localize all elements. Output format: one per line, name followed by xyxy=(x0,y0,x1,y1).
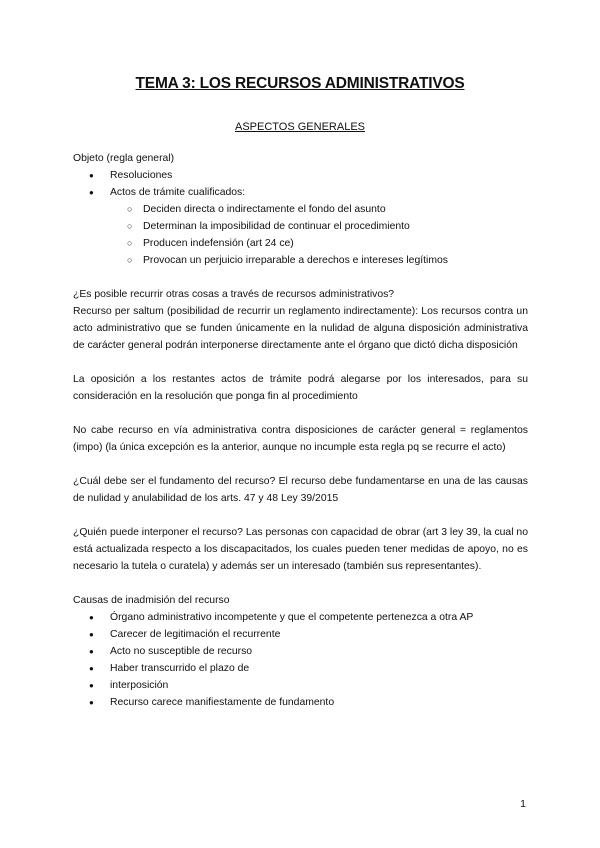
question-paragraph: ¿Es posible recurrir otras cosas a través de recursos administrativos? xyxy=(73,289,395,300)
page-number: 1 xyxy=(520,798,526,810)
cualificados-list xyxy=(73,201,528,269)
list-item: ● Recurso carece manifiestamente de fundamento xyxy=(73,694,528,711)
sub-list-item: ○ Deciden directa o indirectamente el fondo del asunto xyxy=(73,201,528,218)
section-heading: ASPECTOS GENERALES xyxy=(234,121,365,133)
list-item: ● interposición xyxy=(73,677,528,694)
list-item-label: Actos de trámite cualificados: xyxy=(110,187,246,198)
fundamento-paragraph: ¿Cuál debe ser el fundamento del recurso? El recurso debe fundamentarse en una de las causas de nulidad y anulabilidad de los arts. 47 y 48 Ley 39/2015 xyxy=(73,476,528,504)
list-item: ● Acto no susceptible de recurso xyxy=(73,643,528,660)
reglamentos-paragraph: No cabe recurso en vía administrativa contra disposiciones de carácter general = reglamentos (impo) (la única excepción es la anterior, aunque no incumple esta regla pq se recurre el acto) xyxy=(73,425,528,453)
list-item: ● Resoluciones xyxy=(73,167,528,184)
inadmision-heading: Causas de inadmisión del recurso xyxy=(73,595,230,606)
objeto-list xyxy=(73,167,528,269)
list-item: ● Haber transcurrido el plazo de xyxy=(73,660,528,677)
oposicion-paragraph: La oposición a los restantes actos de trámite podrá alegarse por los interesados, para su consideración en la resolución que ponga fin al procedimiento xyxy=(73,374,528,402)
sub-list-item: ○ Provocan un perjuicio irreparable a derechos e intereses legítimos xyxy=(73,252,528,269)
per-saltum-paragraph: Recurso per saltum (posibilidad de recurrir un reglamento indirectamente): Los recursos contra un acto administrativo que se funden únicamente en la nulidad de alguna disposición administrativa de carácter general podrán interponerse directamente ante el órgano que dictó dicha disposición xyxy=(73,306,528,351)
legitimacion-paragraph: ¿Quién puede interponer el recurso? Las personas con capacidad de obrar (art 3 ley 39, la cual no está actualizada respecto a los discapacitados, los cuales pueden tener medidas de apoyo, no es necesario la tutela o curatela) y además ser un interesado (también sus representantes). xyxy=(73,527,528,572)
inadmision-list xyxy=(73,609,528,711)
list-item: ● Órgano administrativo incompetente y que el competente pertenezca a otra AP xyxy=(73,609,528,626)
sub-list-item: ○ Determinan la imposibilidad de continuar el procedimiento xyxy=(73,218,528,235)
list-item xyxy=(73,184,528,269)
sub-list-item: ○ Producen indefensión (art 24 ce) xyxy=(73,235,528,252)
document-body xyxy=(73,150,528,711)
page-title: TEMA 3: LOS RECURSOS ADMINISTRATIVOS xyxy=(135,75,465,92)
list-item: ● Carecer de legitimación el recurrente xyxy=(73,626,528,643)
objeto-heading: Objeto (regla general) xyxy=(73,153,175,164)
